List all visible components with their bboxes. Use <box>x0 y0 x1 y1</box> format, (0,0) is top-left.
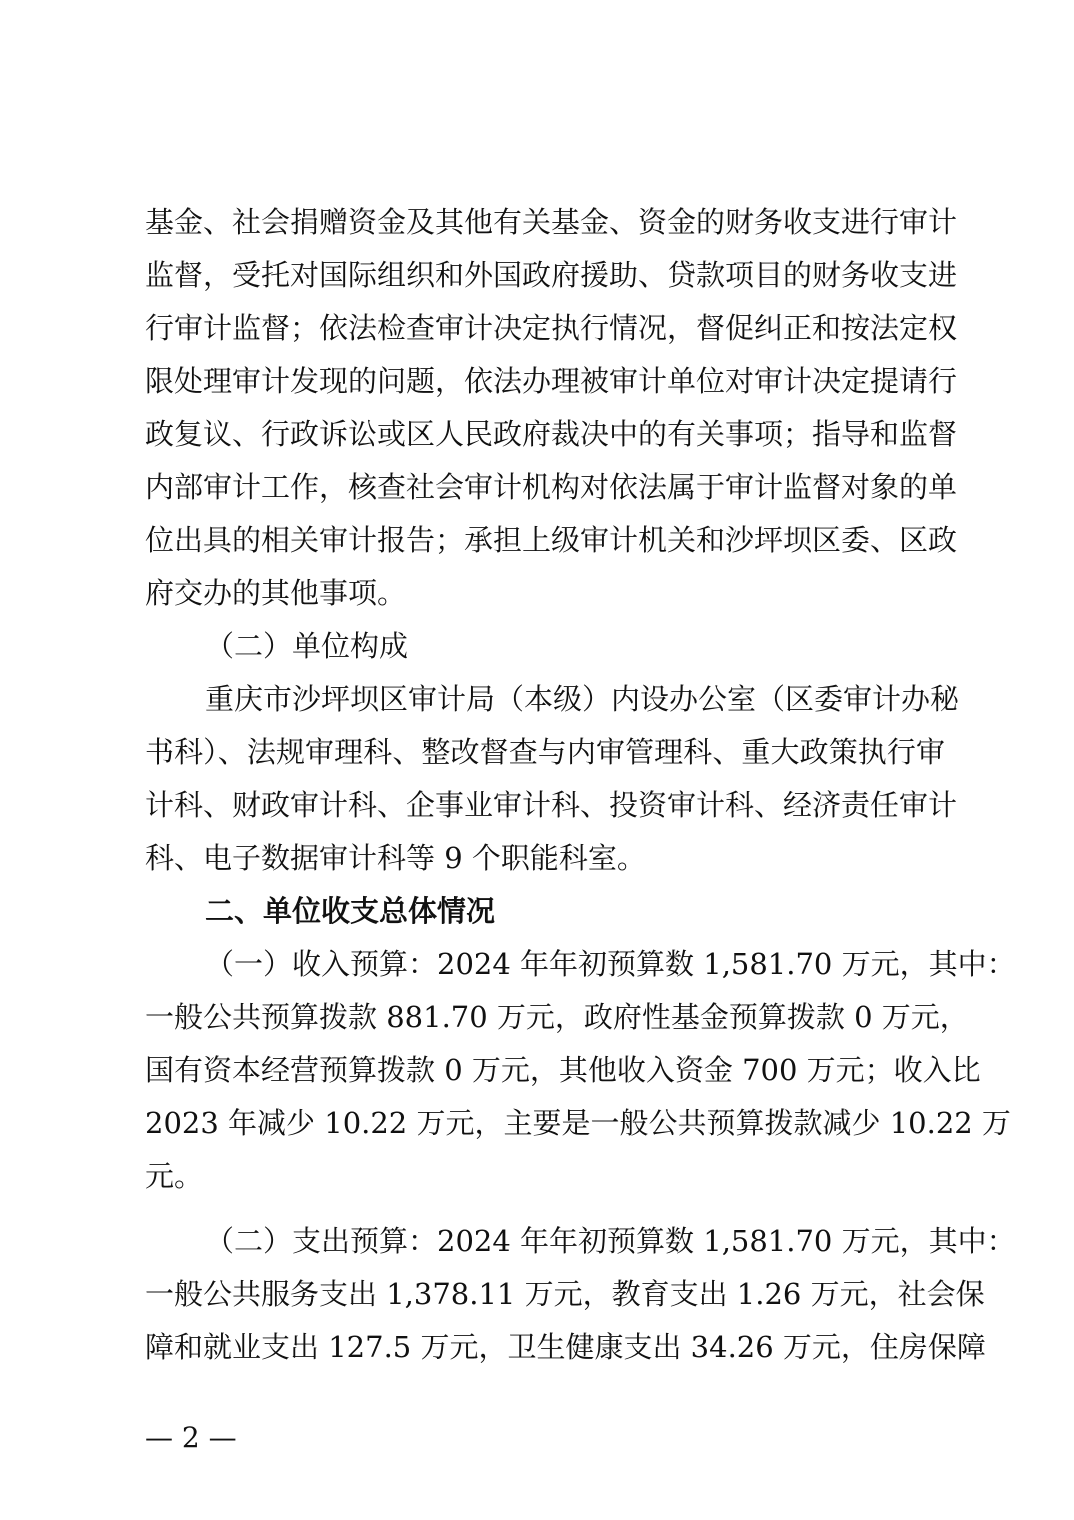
paragraph-line: 行审计监督；依法检查审计决定执行情况，督促纠正和按法定权 <box>145 311 958 345</box>
paragraph-line: 内部审计工作，核查社会审计机构对依法属于审计监督对象的单 <box>145 470 958 504</box>
paragraph-line: 元。 <box>145 1159 204 1193</box>
paragraph-line: 一般公共预算拨款 881.70 万元，政府性基金预算拨款 0 万元， <box>145 1000 969 1034</box>
paragraph-line: 政复议、行政诉讼或区人民政府裁决中的有关事项；指导和监督 <box>145 417 958 451</box>
page-number: — 2 — <box>145 1421 237 1454</box>
paragraph-line: 位出具的相关审计报告；承担上级审计机关和沙坪坝区委、区政 <box>145 523 958 557</box>
paragraph-line: 限处理审计发现的问题，依法办理被审计单位对审计决定提请行 <box>145 364 958 398</box>
section-heading: 二、单位收支总体情况 <box>205 894 496 928</box>
paragraph-line: 障和就业支出 127.5 万元，卫生健康支出 34.26 万元，住房保障 <box>145 1330 986 1364</box>
paragraph-line: 书科）、法规审理科、整改督查与内审管理科、重大政策执行审 <box>145 735 945 769</box>
paragraph-line: 科、电子数据审计科等 9 个职能科室。 <box>145 841 646 875</box>
paragraph-line: （一）收入预算：2024 年年初预算数 1,581.70 万元，其中： <box>205 947 1016 981</box>
paragraph-line: 府交办的其他事项。 <box>145 576 407 610</box>
paragraph-line: 一般公共服务支出 1,378.11 万元，教育支出 1.26 万元，社会保 <box>145 1277 985 1311</box>
paragraph-line: 重庆市沙坪坝区审计局（本级）内设办公室（区委审计办秘 <box>205 682 960 716</box>
section-heading: （二）单位构成 <box>205 629 409 663</box>
paragraph-line: 计科、财政审计科、企事业审计科、投资审计科、经济责任审计 <box>145 788 958 822</box>
paragraph-line: 监督，受托对国际组织和外国政府援助、贷款项目的财务收支进 <box>145 258 958 292</box>
document-body <box>145 196 1016 1374</box>
paragraph-line: 2023 年减少 10.22 万元，主要是一般公共预算拨款减少 10.22 万 <box>145 1106 1011 1140</box>
paragraph-gap <box>145 1203 945 1215</box>
paragraph-line: 基金、社会捐赠资金及其他有关基金、资金的财务收支进行审计 <box>145 205 958 239</box>
paragraph-line: 国有资本经营预算拨款 0 万元，其他收入资金 700 万元；收入比 <box>145 1053 981 1087</box>
paragraph-line: （二）支出预算：2024 年年初预算数 1,581.70 万元，其中： <box>205 1224 1016 1258</box>
